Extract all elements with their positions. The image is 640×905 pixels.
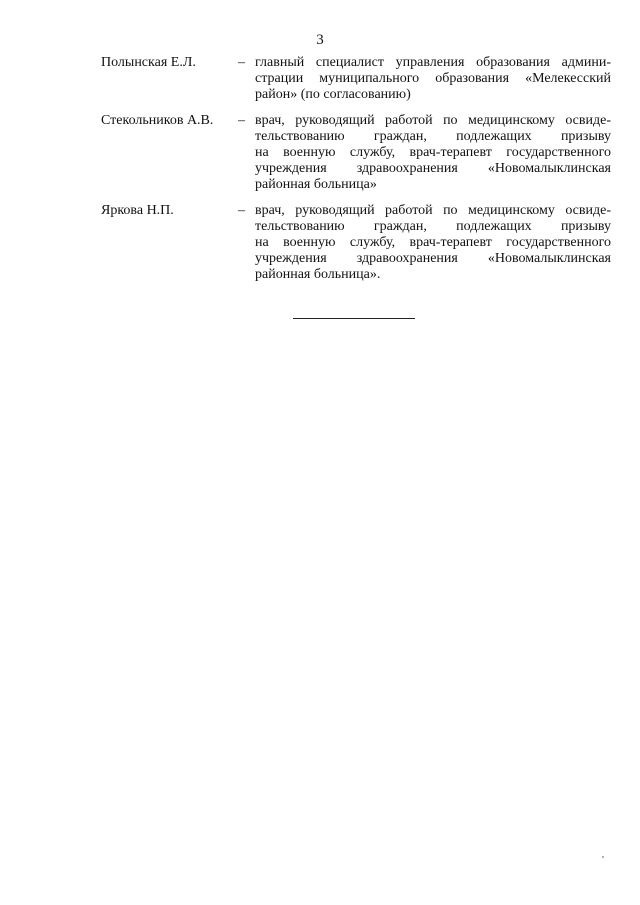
position-line: врач, руководящий работой по медицинскому освиде-	[255, 113, 611, 128]
position-line: страции муниципального образования «Мелекесский	[255, 71, 611, 86]
member-entry-polynskaya	[101, 55, 611, 103]
position-line: районная больница»	[255, 177, 377, 192]
member-dash: –	[238, 55, 245, 70]
member-entry-stekolnikov	[101, 113, 611, 193]
closing-rule	[293, 318, 415, 319]
member-position	[255, 55, 611, 103]
position-line: район» (по согласованию)	[255, 87, 411, 102]
position-line: главный специалист управления образования админи-	[255, 55, 611, 70]
position-line: районная больница».	[255, 267, 381, 282]
position-line: на военную службу, врач-терапевт государственного	[255, 145, 611, 160]
position-line: учреждения здравоохранения «Новомалыклинская	[255, 251, 611, 266]
member-name: Яркова Н.П.	[101, 203, 174, 218]
member-name: Стекольников А.В.	[101, 113, 214, 128]
position-line: учреждения здравоохранения «Новомалыклинская	[255, 161, 611, 176]
member-position	[255, 203, 611, 283]
position-line: тельствованию граждан, подлежащих призыву	[255, 129, 611, 144]
page-number: 3	[316, 32, 324, 48]
member-dash: –	[238, 113, 245, 128]
member-position	[255, 113, 611, 193]
position-line: на военную службу, врач-терапевт государственного	[255, 235, 611, 250]
member-dash: –	[238, 203, 245, 218]
position-line: тельствованию граждан, подлежащих призыву	[255, 219, 611, 234]
member-entry-yarkova	[101, 203, 611, 283]
member-name: Полынская Е.Л.	[101, 55, 196, 70]
scan-speck	[602, 856, 604, 858]
position-line: врач, руководящий работой по медицинскому освиде-	[255, 203, 611, 218]
commission-member-list	[101, 55, 611, 293]
